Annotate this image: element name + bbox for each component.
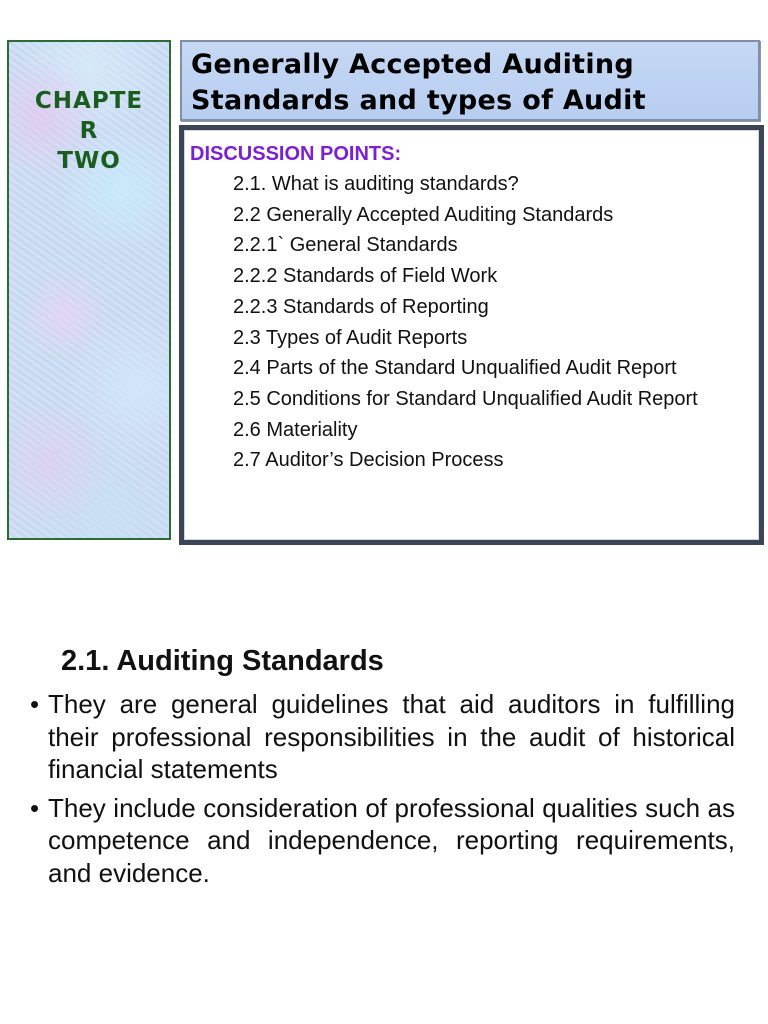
section-bullet-item <box>30 792 735 890</box>
bullet-icon: • <box>30 792 40 823</box>
section-bullet-list <box>30 688 735 895</box>
discussion-points-panel <box>179 125 764 545</box>
discussion-point-item: 2.3 Types of Audit Reports <box>233 326 468 349</box>
bullet-text: They include consideration of professional qualities such as competence and independence, reporting requirements, and evidence. <box>48 792 735 888</box>
discussion-point-item: 2.2.1` General Standards <box>233 234 458 257</box>
chapter-panel <box>7 40 171 540</box>
discussion-point-item: 2.6 Materiality <box>233 418 358 441</box>
discussion-point-item: 2.1. What is auditing standards? <box>233 173 519 195</box>
slide-title: Generally Accepted Auditing Standards and types of Audit <box>191 49 646 116</box>
chapter-label-line: CHAPTE <box>34 88 144 114</box>
chapter-label <box>9 86 169 176</box>
discussion-point-item: 2.2.2 Standards of Field Work <box>233 265 498 288</box>
section-bullet-item <box>30 688 735 786</box>
discussion-point-item: 2.7 Auditor’s Decision Process <box>233 449 504 472</box>
discussion-point-item: 2.5 Conditions for Standard Unqualified Audit Report <box>233 387 698 410</box>
bullet-icon: • <box>30 689 40 719</box>
discussion-point-item: 2.4 Parts of the Standard Unqualified Audit Report <box>233 357 677 380</box>
bullet-text: They are general guidelines that aid auditors in fulfilling their professional responsibilities in the audit of historical financial statements <box>48 689 735 784</box>
chapter-label-line: R <box>79 118 99 144</box>
discussion-points-list <box>190 169 759 476</box>
discussion-points-heading: DISCUSSION POINTS: <box>190 143 402 165</box>
discussion-point-item: 2.2.3 Standards of Reporting <box>233 295 489 318</box>
title-panel <box>180 40 760 121</box>
chapter-label-line: TWO <box>57 148 121 174</box>
discussion-point-item: 2.2 Generally Accepted Auditing Standards <box>233 203 614 226</box>
section-heading: 2.1. Auditing Standards <box>61 645 384 677</box>
